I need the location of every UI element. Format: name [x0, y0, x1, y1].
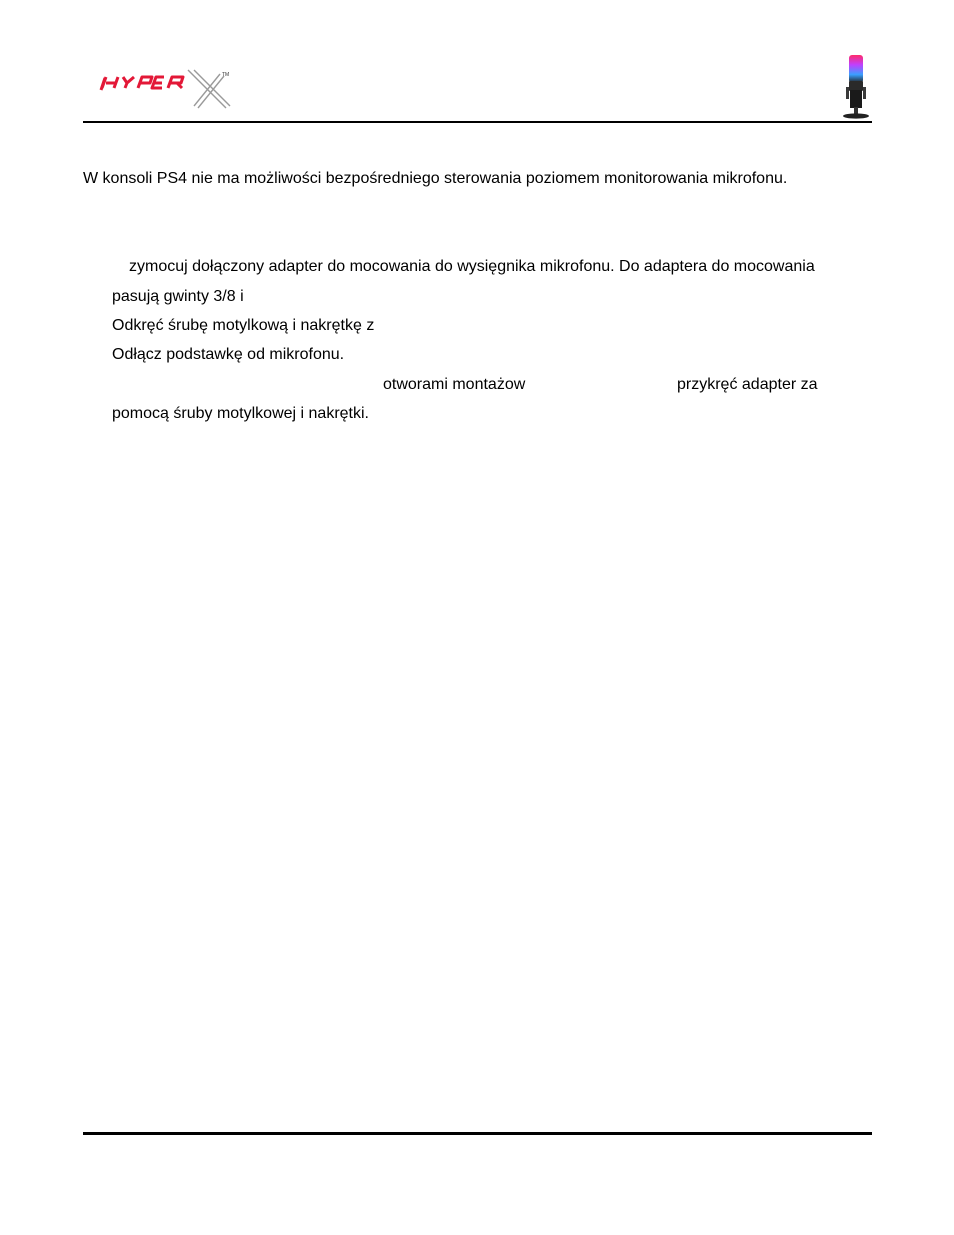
step-4-fragment-1: otworami montażow — [383, 376, 526, 393]
step-4-line-2: pomocą śruby motylkowej i nakrętki. — [112, 405, 369, 422]
footer-rule — [83, 1132, 872, 1135]
step-2: Odkręć śrubę motylkową i nakrętkę z — [112, 317, 375, 334]
step-3: Odłącz podstawkę od mikrofonu. — [112, 346, 345, 363]
step-1-line-2: pasują gwinty 3/8 i — [112, 288, 244, 305]
step-4-fragment-2: przykręć adapter za — [677, 376, 818, 393]
header-rule — [83, 121, 872, 123]
svg-text:TM: TM — [222, 72, 230, 78]
hyperx-logo — [98, 66, 238, 114]
intro-paragraph: W konsoli PS4 nie ma możliwości bezpośredniego sterowania poziomem monitorowania mikrofonu. — [83, 170, 788, 187]
microphone-image — [838, 52, 874, 120]
step-1-line-1: zymocuj dołączony adapter do mocowania do wysięgnika mikrofonu. Do adaptera do mocowania — [129, 258, 815, 275]
